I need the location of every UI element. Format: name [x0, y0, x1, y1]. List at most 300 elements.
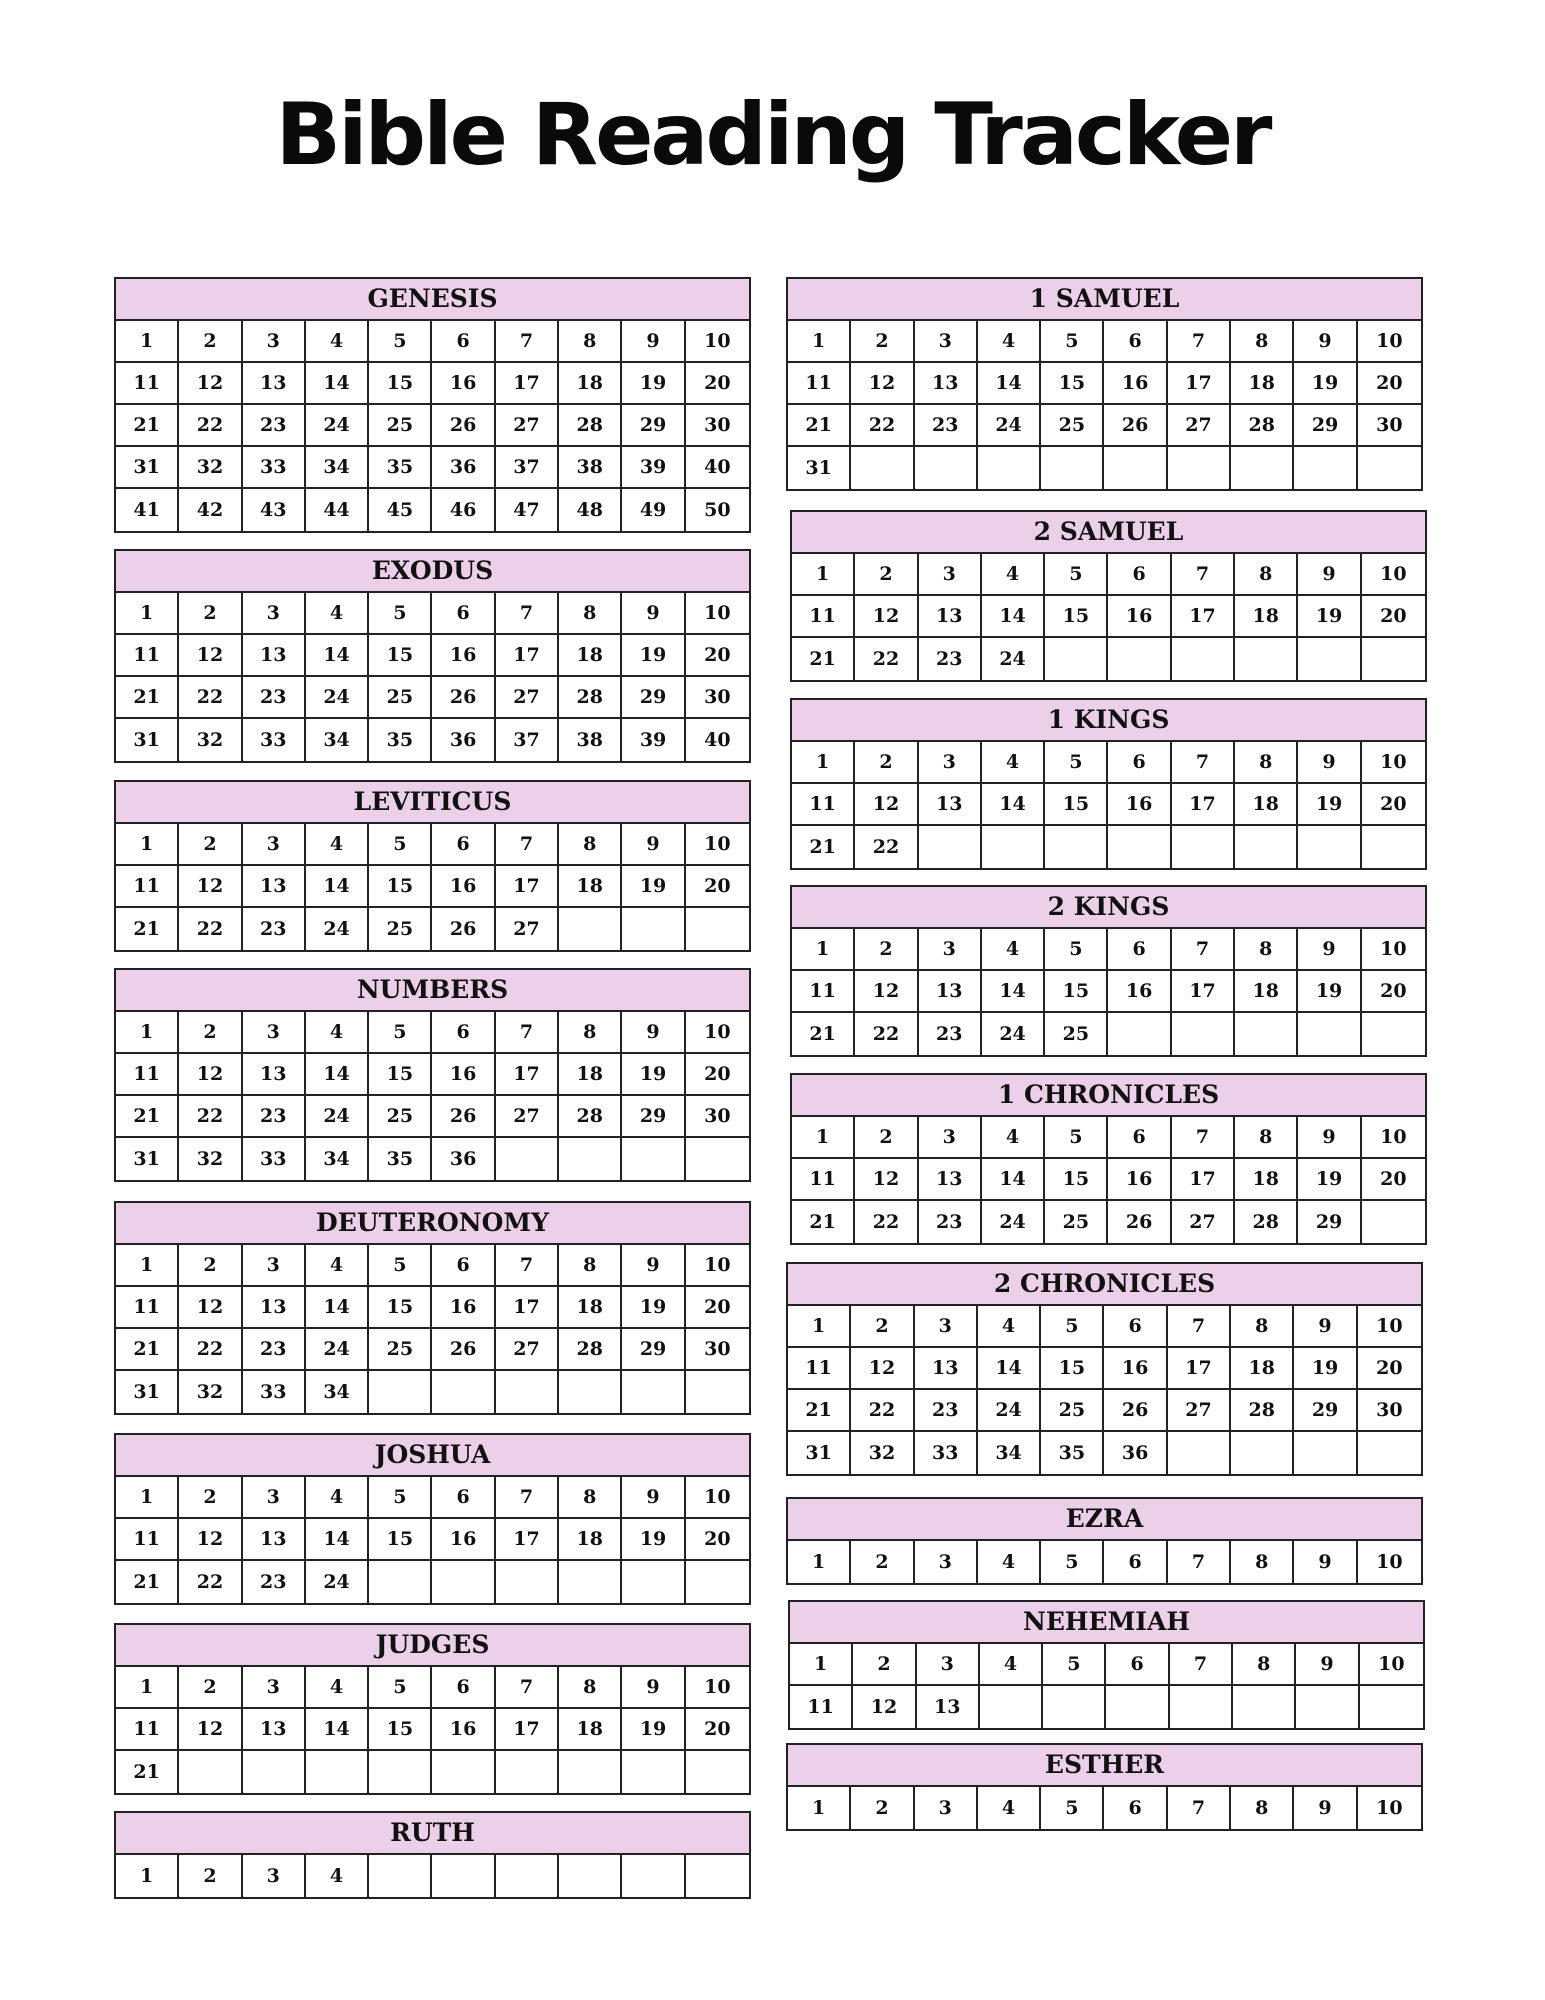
- chapter-checkbox[interactable]: 6: [432, 1245, 495, 1287]
- chapter-checkbox[interactable]: 2: [855, 929, 918, 971]
- chapter-checkbox[interactable]: 24: [306, 908, 369, 950]
- chapter-checkbox[interactable]: 4: [978, 1787, 1041, 1829]
- chapter-checkbox[interactable]: 5: [1041, 1541, 1104, 1583]
- chapter-checkbox[interactable]: 27: [1168, 405, 1231, 447]
- chapter-checkbox[interactable]: 16: [1104, 1348, 1167, 1390]
- chapter-checkbox[interactable]: 13: [919, 1159, 982, 1201]
- chapter-checkbox[interactable]: 31: [788, 1432, 851, 1474]
- chapter-checkbox[interactable]: 20: [686, 1287, 749, 1329]
- chapter-checkbox[interactable]: 20: [686, 635, 749, 677]
- chapter-checkbox[interactable]: 9: [622, 593, 685, 635]
- chapter-checkbox[interactable]: 1: [116, 1667, 179, 1709]
- chapter-checkbox[interactable]: 8: [559, 321, 622, 363]
- chapter-checkbox[interactable]: 2: [851, 1541, 914, 1583]
- chapter-checkbox[interactable]: 1: [116, 593, 179, 635]
- chapter-checkbox[interactable]: 10: [686, 593, 749, 635]
- chapter-checkbox[interactable]: 9: [1294, 1541, 1357, 1583]
- chapter-checkbox[interactable]: 13: [243, 866, 306, 908]
- chapter-checkbox[interactable]: 2: [855, 1117, 918, 1159]
- chapter-checkbox[interactable]: 35: [369, 1138, 432, 1180]
- chapter-checkbox[interactable]: 5: [1045, 742, 1108, 784]
- chapter-checkbox[interactable]: 28: [1231, 1390, 1294, 1432]
- chapter-checkbox[interactable]: 8: [1233, 1644, 1296, 1686]
- chapter-checkbox[interactable]: 10: [1376, 1551, 1403, 1573]
- chapter-checkbox[interactable]: 4: [978, 1306, 1041, 1348]
- chapter-checkbox[interactable]: 34: [306, 719, 369, 761]
- chapter-checkbox[interactable]: 14: [306, 866, 369, 908]
- chapter-checkbox[interactable]: 3: [243, 824, 306, 866]
- chapter-checkbox[interactable]: 8: [559, 1477, 622, 1519]
- chapter-checkbox[interactable]: 6: [432, 824, 495, 866]
- chapter-checkbox[interactable]: 35: [1041, 1432, 1104, 1474]
- chapter-checkbox[interactable]: 17: [1172, 784, 1235, 826]
- chapter-checkbox[interactable]: 4: [982, 554, 1045, 596]
- chapter-checkbox[interactable]: 25: [1041, 1390, 1104, 1432]
- chapter-checkbox[interactable]: 13: [243, 363, 306, 405]
- chapter-checkbox[interactable]: 33: [243, 1138, 306, 1180]
- chapter-checkbox[interactable]: 15: [369, 1709, 432, 1751]
- chapter-checkbox[interactable]: 4: [978, 321, 1041, 363]
- chapter-checkbox[interactable]: 1: [116, 1477, 179, 1519]
- chapter-checkbox[interactable]: 22: [855, 1201, 918, 1243]
- chapter-checkbox[interactable]: 20: [1362, 971, 1425, 1013]
- chapter-checkbox[interactable]: 27: [496, 908, 559, 950]
- chapter-checkbox[interactable]: 7: [496, 1477, 559, 1519]
- chapter-checkbox[interactable]: 30: [686, 1329, 749, 1371]
- chapter-checkbox[interactable]: 7: [1168, 321, 1231, 363]
- chapter-checkbox[interactable]: 37: [496, 447, 559, 489]
- chapter-checkbox[interactable]: 14: [982, 971, 1045, 1013]
- chapter-checkbox[interactable]: 50: [704, 499, 731, 521]
- chapter-checkbox[interactable]: 6: [1104, 1787, 1167, 1829]
- chapter-checkbox[interactable]: 21: [792, 1013, 855, 1055]
- chapter-checkbox[interactable]: 32: [179, 1371, 242, 1413]
- chapter-checkbox[interactable]: 13: [917, 1686, 980, 1728]
- chapter-checkbox[interactable]: 3: [919, 742, 982, 784]
- chapter-checkbox[interactable]: 8: [1235, 929, 1298, 971]
- chapter-checkbox[interactable]: 10: [686, 1012, 749, 1054]
- chapter-checkbox[interactable]: 23: [919, 1201, 982, 1243]
- chapter-checkbox[interactable]: 35: [369, 719, 432, 761]
- chapter-checkbox[interactable]: 19: [1294, 1348, 1357, 1390]
- chapter-checkbox[interactable]: 24: [306, 405, 369, 447]
- chapter-checkbox[interactable]: 12: [179, 1287, 242, 1329]
- chapter-checkbox[interactable]: 11: [790, 1686, 853, 1728]
- chapter-checkbox[interactable]: 8: [559, 1667, 622, 1709]
- chapter-checkbox[interactable]: 10: [1376, 1797, 1403, 1819]
- chapter-checkbox[interactable]: 22: [855, 826, 918, 868]
- chapter-checkbox[interactable]: 12: [179, 1054, 242, 1096]
- chapter-checkbox[interactable]: 11: [116, 363, 179, 405]
- chapter-checkbox[interactable]: 27: [496, 405, 559, 447]
- chapter-checkbox[interactable]: 7: [496, 824, 559, 866]
- chapter-checkbox[interactable]: 8: [1231, 1787, 1294, 1829]
- chapter-checkbox[interactable]: 2: [179, 1012, 242, 1054]
- chapter-checkbox[interactable]: 19: [1298, 784, 1361, 826]
- chapter-checkbox[interactable]: 28: [559, 1329, 622, 1371]
- chapter-checkbox[interactable]: 32: [179, 719, 242, 761]
- chapter-checkbox[interactable]: 10: [686, 1477, 749, 1519]
- chapter-checkbox[interactable]: 4: [306, 1245, 369, 1287]
- chapter-checkbox[interactable]: 22: [855, 1013, 918, 1055]
- chapter-checkbox[interactable]: 25: [1041, 405, 1104, 447]
- chapter-checkbox[interactable]: 21: [116, 1561, 179, 1603]
- chapter-checkbox[interactable]: 14: [978, 363, 1041, 405]
- chapter-checkbox[interactable]: 19: [622, 635, 685, 677]
- chapter-checkbox[interactable]: 20: [686, 866, 749, 908]
- chapter-checkbox[interactable]: 23: [919, 638, 982, 680]
- chapter-checkbox[interactable]: 21: [116, 1096, 179, 1138]
- chapter-checkbox[interactable]: 26: [1104, 1390, 1167, 1432]
- chapter-checkbox[interactable]: 1: [116, 321, 179, 363]
- chapter-checkbox[interactable]: 3: [915, 321, 978, 363]
- chapter-checkbox[interactable]: 9: [1294, 1787, 1357, 1829]
- chapter-checkbox[interactable]: 22: [179, 1329, 242, 1371]
- chapter-checkbox[interactable]: 28: [559, 677, 622, 719]
- chapter-checkbox[interactable]: 1: [116, 1855, 179, 1897]
- chapter-checkbox[interactable]: 3: [243, 593, 306, 635]
- chapter-checkbox[interactable]: 9: [622, 1477, 685, 1519]
- chapter-checkbox[interactable]: 7: [496, 1667, 559, 1709]
- chapter-checkbox[interactable]: 37: [496, 719, 559, 761]
- chapter-checkbox[interactable]: 12: [851, 1348, 914, 1390]
- chapter-checkbox[interactable]: 13: [919, 971, 982, 1013]
- chapter-checkbox[interactable]: 3: [243, 1245, 306, 1287]
- chapter-checkbox[interactable]: 23: [243, 405, 306, 447]
- chapter-checkbox[interactable]: 10: [1362, 929, 1425, 971]
- chapter-checkbox[interactable]: 18: [1235, 971, 1298, 1013]
- chapter-checkbox[interactable]: 18: [559, 866, 622, 908]
- chapter-checkbox[interactable]: 8: [1231, 1306, 1294, 1348]
- chapter-checkbox[interactable]: 3: [243, 1855, 306, 1897]
- chapter-checkbox[interactable]: 23: [243, 1096, 306, 1138]
- chapter-checkbox[interactable]: 15: [369, 635, 432, 677]
- chapter-checkbox[interactable]: 14: [982, 784, 1045, 826]
- chapter-checkbox[interactable]: 20: [686, 363, 749, 405]
- chapter-checkbox[interactable]: 9: [1298, 1117, 1361, 1159]
- chapter-checkbox[interactable]: 5: [369, 1012, 432, 1054]
- chapter-checkbox[interactable]: 49: [622, 489, 685, 531]
- chapter-checkbox[interactable]: 21: [792, 638, 855, 680]
- chapter-checkbox[interactable]: 17: [496, 1709, 559, 1751]
- chapter-checkbox[interactable]: 21: [792, 826, 855, 868]
- chapter-checkbox[interactable]: 19: [622, 1054, 685, 1096]
- chapter-checkbox[interactable]: 5: [1041, 1306, 1104, 1348]
- chapter-checkbox[interactable]: 6: [1108, 929, 1171, 971]
- chapter-checkbox[interactable]: 27: [1172, 1201, 1235, 1243]
- chapter-checkbox[interactable]: 10: [1362, 742, 1425, 784]
- chapter-checkbox[interactable]: 12: [855, 971, 918, 1013]
- chapter-checkbox[interactable]: 39: [622, 447, 685, 489]
- chapter-checkbox[interactable]: 14: [306, 1054, 369, 1096]
- chapter-checkbox[interactable]: 11: [788, 1348, 851, 1390]
- chapter-checkbox[interactable]: 33: [243, 1371, 306, 1413]
- chapter-checkbox[interactable]: 23: [243, 1329, 306, 1371]
- chapter-checkbox[interactable]: 6: [1108, 742, 1171, 784]
- chapter-checkbox[interactable]: 16: [1104, 363, 1167, 405]
- chapter-checkbox[interactable]: 40: [704, 729, 731, 751]
- chapter-checkbox[interactable]: 7: [496, 1012, 559, 1054]
- chapter-checkbox[interactable]: 12: [855, 596, 918, 638]
- chapter-checkbox[interactable]: 34: [306, 1138, 369, 1180]
- chapter-checkbox[interactable]: 2: [179, 1477, 242, 1519]
- chapter-checkbox[interactable]: 6: [432, 1477, 495, 1519]
- chapter-checkbox[interactable]: 33: [243, 719, 306, 761]
- chapter-checkbox[interactable]: 3: [915, 1787, 978, 1829]
- chapter-checkbox[interactable]: 2: [179, 1855, 242, 1897]
- chapter-checkbox[interactable]: 34: [306, 447, 369, 489]
- chapter-checkbox[interactable]: 16: [432, 363, 495, 405]
- chapter-checkbox[interactable]: 29: [1298, 1201, 1361, 1243]
- chapter-checkbox[interactable]: 30: [1358, 405, 1421, 447]
- chapter-checkbox[interactable]: 5: [1045, 929, 1108, 971]
- chapter-checkbox[interactable]: 2: [179, 1667, 242, 1709]
- chapter-checkbox[interactable]: 16: [432, 1519, 495, 1561]
- chapter-checkbox[interactable]: 1: [788, 321, 851, 363]
- chapter-checkbox[interactable]: 18: [1235, 596, 1298, 638]
- chapter-checkbox[interactable]: 20: [686, 1709, 749, 1751]
- chapter-checkbox[interactable]: 25: [369, 908, 432, 950]
- chapter-checkbox[interactable]: 20: [1362, 596, 1425, 638]
- chapter-checkbox[interactable]: 4: [306, 1855, 369, 1897]
- chapter-checkbox[interactable]: 12: [179, 363, 242, 405]
- chapter-checkbox[interactable]: 2: [855, 742, 918, 784]
- chapter-checkbox[interactable]: 24: [982, 638, 1045, 680]
- chapter-checkbox[interactable]: 26: [432, 677, 495, 719]
- chapter-checkbox[interactable]: 16: [1108, 596, 1171, 638]
- chapter-checkbox[interactable]: 21: [792, 1201, 855, 1243]
- chapter-checkbox[interactable]: 20: [1362, 1159, 1425, 1201]
- chapter-checkbox[interactable]: 3: [243, 321, 306, 363]
- chapter-checkbox[interactable]: 41: [116, 489, 179, 531]
- chapter-checkbox[interactable]: 15: [369, 1287, 432, 1329]
- chapter-checkbox[interactable]: 20: [1362, 784, 1425, 826]
- chapter-checkbox[interactable]: 21: [116, 677, 179, 719]
- chapter-checkbox[interactable]: 25: [1045, 1013, 1108, 1055]
- chapter-checkbox[interactable]: 18: [559, 1054, 622, 1096]
- chapter-checkbox[interactable]: 9: [622, 1245, 685, 1287]
- chapter-checkbox[interactable]: 13: [915, 363, 978, 405]
- chapter-checkbox[interactable]: 28: [559, 1096, 622, 1138]
- chapter-checkbox[interactable]: 17: [496, 1054, 559, 1096]
- chapter-checkbox[interactable]: 5: [1043, 1644, 1106, 1686]
- chapter-checkbox[interactable]: 26: [432, 1096, 495, 1138]
- chapter-checkbox[interactable]: 8: [1235, 742, 1298, 784]
- chapter-checkbox[interactable]: 7: [1172, 929, 1235, 971]
- chapter-checkbox[interactable]: 14: [978, 1348, 1041, 1390]
- chapter-checkbox[interactable]: 12: [851, 363, 914, 405]
- chapter-checkbox[interactable]: 19: [622, 363, 685, 405]
- chapter-checkbox[interactable]: 6: [1106, 1644, 1169, 1686]
- chapter-checkbox[interactable]: 1: [792, 1117, 855, 1159]
- chapter-checkbox[interactable]: 24: [978, 1390, 1041, 1432]
- chapter-checkbox[interactable]: 27: [1168, 1390, 1231, 1432]
- chapter-checkbox[interactable]: 3: [919, 554, 982, 596]
- chapter-checkbox[interactable]: 32: [179, 447, 242, 489]
- chapter-checkbox[interactable]: 7: [496, 593, 559, 635]
- chapter-checkbox[interactable]: 17: [1172, 971, 1235, 1013]
- chapter-checkbox[interactable]: 7: [1168, 1306, 1231, 1348]
- chapter-checkbox[interactable]: 15: [1045, 1159, 1108, 1201]
- chapter-checkbox[interactable]: 1: [790, 1644, 853, 1686]
- chapter-checkbox[interactable]: 5: [1045, 1117, 1108, 1159]
- chapter-checkbox[interactable]: 18: [1231, 1348, 1294, 1390]
- chapter-checkbox[interactable]: 4: [982, 929, 1045, 971]
- chapter-checkbox[interactable]: 18: [559, 1519, 622, 1561]
- chapter-checkbox[interactable]: 14: [306, 1519, 369, 1561]
- chapter-checkbox[interactable]: 32: [179, 1138, 242, 1180]
- chapter-checkbox[interactable]: 11: [792, 784, 855, 826]
- chapter-checkbox[interactable]: 1: [788, 1306, 851, 1348]
- chapter-checkbox[interactable]: 15: [369, 1054, 432, 1096]
- chapter-checkbox[interactable]: 24: [978, 405, 1041, 447]
- chapter-checkbox[interactable]: 2: [851, 321, 914, 363]
- chapter-checkbox[interactable]: 17: [496, 866, 559, 908]
- chapter-checkbox[interactable]: 11: [116, 1519, 179, 1561]
- chapter-checkbox[interactable]: 25: [369, 405, 432, 447]
- chapter-checkbox[interactable]: 1: [116, 1245, 179, 1287]
- chapter-checkbox[interactable]: 5: [1041, 1787, 1104, 1829]
- chapter-checkbox[interactable]: 13: [243, 1287, 306, 1329]
- chapter-checkbox[interactable]: 4: [306, 824, 369, 866]
- chapter-checkbox[interactable]: 8: [559, 824, 622, 866]
- chapter-checkbox[interactable]: 26: [1108, 1201, 1171, 1243]
- chapter-checkbox[interactable]: 11: [116, 866, 179, 908]
- chapter-checkbox[interactable]: 8: [559, 1012, 622, 1054]
- chapter-checkbox[interactable]: 22: [179, 1561, 242, 1603]
- chapter-checkbox[interactable]: 29: [1294, 1390, 1357, 1432]
- chapter-checkbox[interactable]: 7: [1172, 1117, 1235, 1159]
- chapter-checkbox[interactable]: 3: [917, 1644, 980, 1686]
- chapter-checkbox[interactable]: 9: [622, 321, 685, 363]
- chapter-checkbox[interactable]: 26: [1104, 405, 1167, 447]
- chapter-checkbox[interactable]: 9: [622, 824, 685, 866]
- chapter-checkbox[interactable]: 15: [369, 866, 432, 908]
- chapter-checkbox[interactable]: 1: [116, 1012, 179, 1054]
- chapter-checkbox[interactable]: 28: [1231, 405, 1294, 447]
- chapter-checkbox[interactable]: 16: [432, 1709, 495, 1751]
- chapter-checkbox[interactable]: 2: [855, 554, 918, 596]
- chapter-checkbox[interactable]: 15: [1045, 596, 1108, 638]
- chapter-checkbox[interactable]: 19: [622, 1287, 685, 1329]
- chapter-checkbox[interactable]: 29: [622, 1329, 685, 1371]
- chapter-checkbox[interactable]: 4: [306, 1477, 369, 1519]
- chapter-checkbox[interactable]: 8: [1231, 1541, 1294, 1583]
- chapter-checkbox[interactable]: 2: [179, 321, 242, 363]
- chapter-checkbox[interactable]: 23: [243, 1561, 306, 1603]
- chapter-checkbox[interactable]: 18: [559, 363, 622, 405]
- chapter-checkbox[interactable]: 28: [1235, 1201, 1298, 1243]
- chapter-checkbox[interactable]: 2: [851, 1306, 914, 1348]
- chapter-checkbox[interactable]: 9: [1296, 1644, 1359, 1686]
- chapter-checkbox[interactable]: 14: [982, 596, 1045, 638]
- chapter-checkbox[interactable]: 19: [1298, 596, 1361, 638]
- chapter-checkbox[interactable]: 10: [686, 824, 749, 866]
- chapter-checkbox[interactable]: 11: [116, 1709, 179, 1751]
- chapter-checkbox[interactable]: 23: [243, 677, 306, 719]
- chapter-checkbox[interactable]: 19: [1294, 363, 1357, 405]
- chapter-checkbox[interactable]: 24: [306, 677, 369, 719]
- chapter-checkbox[interactable]: 8: [559, 593, 622, 635]
- chapter-checkbox[interactable]: 33: [243, 447, 306, 489]
- chapter-checkbox[interactable]: 30: [686, 677, 749, 719]
- chapter-checkbox[interactable]: 18: [1231, 363, 1294, 405]
- chapter-checkbox[interactable]: 34: [306, 1371, 369, 1413]
- chapter-checkbox[interactable]: 2: [179, 1245, 242, 1287]
- chapter-checkbox[interactable]: 11: [116, 1054, 179, 1096]
- chapter-checkbox[interactable]: 6: [1104, 1541, 1167, 1583]
- chapter-checkbox[interactable]: 29: [622, 677, 685, 719]
- chapter-checkbox[interactable]: 31: [116, 447, 179, 489]
- chapter-checkbox[interactable]: 6: [1104, 321, 1167, 363]
- chapter-checkbox[interactable]: 11: [792, 1159, 855, 1201]
- chapter-checkbox[interactable]: 22: [179, 908, 242, 950]
- chapter-checkbox[interactable]: 5: [369, 593, 432, 635]
- chapter-checkbox[interactable]: 5: [369, 321, 432, 363]
- chapter-checkbox[interactable]: 23: [915, 1390, 978, 1432]
- chapter-checkbox[interactable]: 20: [686, 1519, 749, 1561]
- chapter-checkbox[interactable]: 11: [792, 596, 855, 638]
- chapter-checkbox[interactable]: 11: [116, 635, 179, 677]
- chapter-checkbox[interactable]: 1: [788, 1787, 851, 1829]
- chapter-checkbox[interactable]: 20: [1358, 1348, 1421, 1390]
- chapter-checkbox[interactable]: 3: [243, 1477, 306, 1519]
- chapter-checkbox[interactable]: 4: [306, 1667, 369, 1709]
- chapter-checkbox[interactable]: 36: [432, 447, 495, 489]
- chapter-checkbox[interactable]: 3: [915, 1306, 978, 1348]
- chapter-checkbox[interactable]: 1: [792, 554, 855, 596]
- chapter-checkbox[interactable]: 12: [855, 1159, 918, 1201]
- chapter-checkbox[interactable]: 29: [622, 405, 685, 447]
- chapter-checkbox[interactable]: 16: [432, 635, 495, 677]
- chapter-checkbox[interactable]: 36: [1104, 1432, 1167, 1474]
- chapter-checkbox[interactable]: 13: [243, 635, 306, 677]
- chapter-checkbox[interactable]: 13: [919, 596, 982, 638]
- chapter-checkbox[interactable]: 12: [179, 1709, 242, 1751]
- chapter-checkbox[interactable]: 19: [622, 1519, 685, 1561]
- chapter-checkbox[interactable]: 24: [982, 1201, 1045, 1243]
- chapter-checkbox[interactable]: 15: [1045, 784, 1108, 826]
- chapter-checkbox[interactable]: 7: [496, 321, 559, 363]
- chapter-checkbox[interactable]: 12: [179, 1519, 242, 1561]
- chapter-checkbox[interactable]: 43: [243, 489, 306, 531]
- chapter-checkbox[interactable]: 31: [116, 1138, 179, 1180]
- chapter-checkbox[interactable]: 23: [915, 405, 978, 447]
- chapter-checkbox[interactable]: 14: [982, 1159, 1045, 1201]
- chapter-checkbox[interactable]: 17: [496, 1519, 559, 1561]
- chapter-checkbox[interactable]: 12: [179, 635, 242, 677]
- chapter-checkbox[interactable]: 8: [1235, 554, 1298, 596]
- chapter-checkbox[interactable]: 8: [1235, 1117, 1298, 1159]
- chapter-checkbox[interactable]: 9: [1298, 554, 1361, 596]
- chapter-checkbox[interactable]: 6: [1108, 1117, 1171, 1159]
- chapter-checkbox[interactable]: 35: [369, 447, 432, 489]
- chapter-checkbox[interactable]: 6: [432, 1012, 495, 1054]
- chapter-checkbox[interactable]: 19: [622, 866, 685, 908]
- chapter-checkbox[interactable]: 21: [788, 405, 851, 447]
- chapter-checkbox[interactable]: 4: [306, 1012, 369, 1054]
- chapter-checkbox[interactable]: 27: [496, 1329, 559, 1371]
- chapter-checkbox[interactable]: 10: [1362, 1117, 1425, 1159]
- chapter-checkbox[interactable]: 30: [686, 1096, 749, 1138]
- chapter-checkbox[interactable]: 16: [1108, 784, 1171, 826]
- chapter-checkbox[interactable]: 17: [496, 635, 559, 677]
- chapter-checkbox[interactable]: 5: [369, 1667, 432, 1709]
- chapter-checkbox[interactable]: 25: [369, 1329, 432, 1371]
- chapter-checkbox[interactable]: 16: [1108, 971, 1171, 1013]
- chapter-checkbox[interactable]: 24: [306, 1561, 369, 1603]
- chapter-checkbox[interactable]: 29: [622, 1096, 685, 1138]
